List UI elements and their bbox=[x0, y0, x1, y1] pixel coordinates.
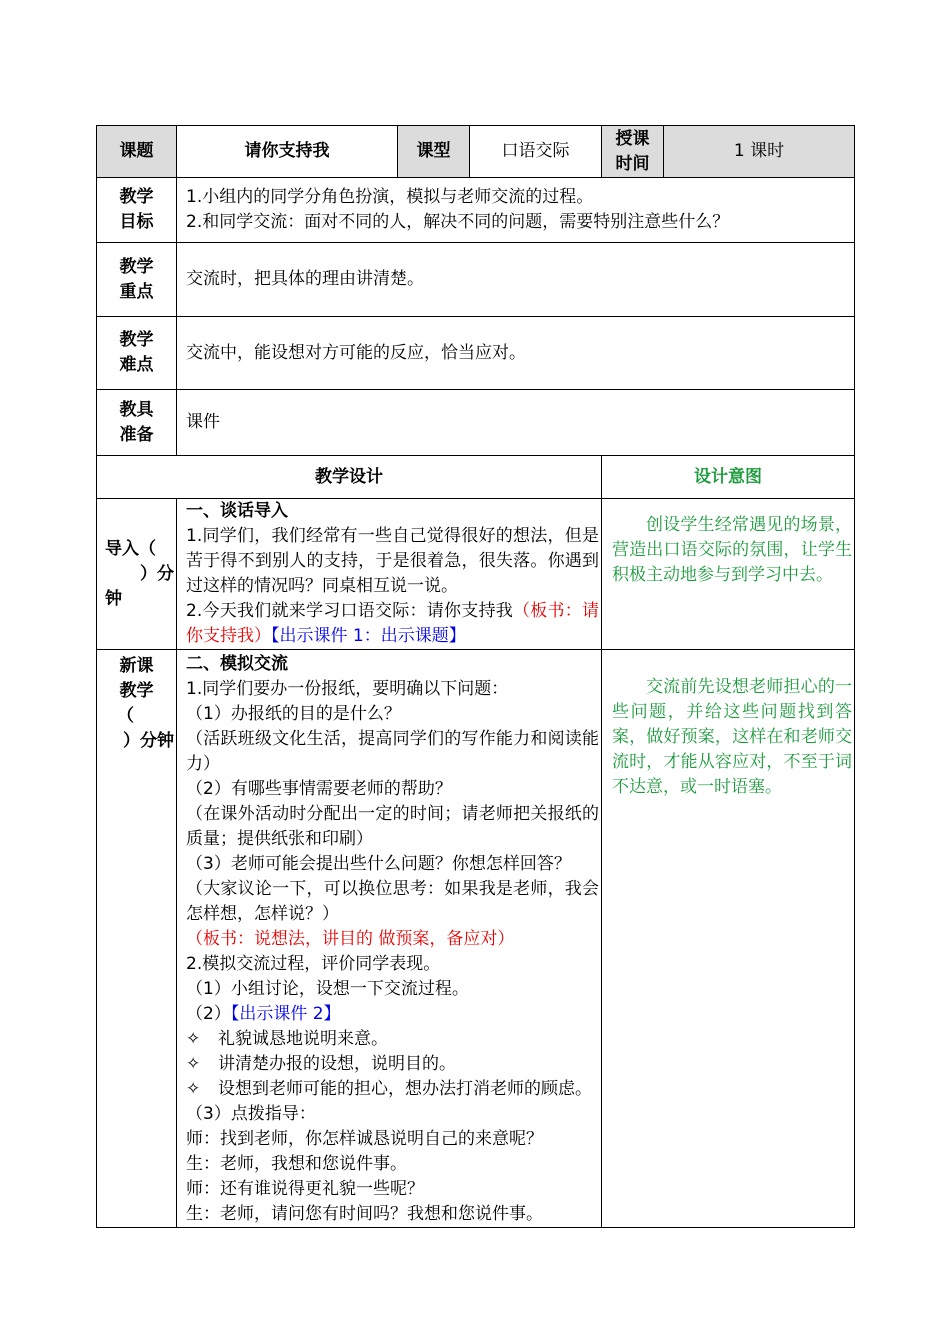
nl-dialog-2: 生：老师，我想和您说件事。 bbox=[186, 1154, 407, 1174]
star-bullet-icon: ✧ bbox=[186, 1079, 201, 1099]
nl-bullet-2 bbox=[186, 1052, 599, 1077]
nl-line-6: （3）老师可能会提出些什么问题？你想怎样回答？ bbox=[186, 854, 571, 874]
nl-line-2: （1）办报纸的目的是什么？ bbox=[186, 704, 401, 724]
intro-label-3: 钟 bbox=[105, 588, 122, 609]
nl-line-1: 1.同学们要办一份报纸，要明确以下问题： bbox=[186, 679, 509, 699]
intro-content bbox=[177, 499, 602, 650]
difficulties-content: 交流中，能设想对方可能的反应，恰当应对。 bbox=[177, 317, 855, 390]
materials-row bbox=[97, 390, 855, 456]
new-lesson-heading: 二、模拟交流 bbox=[186, 654, 288, 674]
difficulties-label bbox=[97, 317, 177, 390]
difficulties-row bbox=[97, 317, 855, 390]
new-lesson-content bbox=[177, 650, 602, 1228]
nl-line-5: （在课外活动时分配出一定的时间；请老师把关报纸的质量；提供纸张和印刷） bbox=[186, 804, 599, 849]
intro-courseware-note: 【出示课件 1：出示课题】 bbox=[271, 626, 466, 646]
topic-value: 请你支持我 bbox=[177, 126, 398, 178]
nl-dialog-1: 师：找到老师，你怎样诚恳说明自己的来意呢？ bbox=[186, 1129, 543, 1149]
nl-board-note: （板书：说想法，讲目的 做预案，备应对） bbox=[186, 929, 515, 949]
time-label bbox=[602, 126, 664, 178]
nl-line-12: （3）点拨指导： bbox=[186, 1104, 316, 1124]
header-row bbox=[97, 126, 855, 178]
time-label-line-1: 授课 bbox=[615, 128, 650, 149]
materials-content: 课件 bbox=[177, 390, 855, 456]
nl-line-11-text: （2） bbox=[186, 1004, 231, 1024]
nl-line-10: （1）小组讨论，设想一下交流过程。 bbox=[186, 979, 469, 999]
goals-content bbox=[177, 178, 855, 243]
new-lesson-label-4: ）分钟 bbox=[123, 731, 174, 751]
intro-label-1: 导入（ bbox=[105, 538, 156, 559]
intro-heading: 一、谈话导入 bbox=[186, 501, 288, 521]
intro-label bbox=[97, 499, 177, 650]
time-value: 1 课时 bbox=[664, 126, 855, 178]
intro-intent: 创设学生经常遇见的场景，营造出口语交际的氛围，让学生积极主动地参与到学习中去。 bbox=[602, 499, 855, 650]
star-bullet-icon: ✧ bbox=[186, 1029, 201, 1049]
topic-label: 课题 bbox=[97, 126, 177, 178]
difficulties-label-2: 难点 bbox=[119, 355, 154, 375]
intro-p2-text: 2.今天我们就来学习口语交际：请你支持我 bbox=[186, 601, 513, 621]
new-lesson-row bbox=[97, 650, 855, 1228]
nl-dialog-4: 生：老师，请问您有时间吗？我想和您说件事。 bbox=[186, 1204, 543, 1224]
intro-paragraph-1: 1.同学们，我们经常有一些自己觉得很好的想法，但是苦于得不到别人的支持，于是很着急，很失落。你遇到过这样的情况吗？同桌相互说一说。 bbox=[186, 526, 599, 596]
intro-row bbox=[97, 499, 855, 650]
nl-bullet-2-text: 讲清楚办报的设想，说明目的。 bbox=[218, 1054, 456, 1074]
materials-label-2: 准备 bbox=[119, 424, 154, 445]
key-points-label bbox=[97, 243, 177, 317]
key-points-row bbox=[97, 243, 855, 317]
goals-label-2: 目标 bbox=[119, 212, 154, 232]
design-header: 教学设计 bbox=[97, 456, 602, 499]
nl-line-7: （大家议论一下，可以换位思考：如果我是老师，我会怎样想，怎样说？） bbox=[186, 879, 599, 924]
intent-header: 设计意图 bbox=[602, 456, 855, 499]
materials-label-1: 教具 bbox=[119, 399, 154, 420]
intro-label-2: ）分 bbox=[140, 563, 174, 584]
nl-courseware-note: 【出示课件 2】 bbox=[230, 1004, 341, 1024]
new-lesson-intent: 交流前先设想老师担心的一些问题，并给这些问题找到答案，做好预案，这样在和老师交流时，才能从容应对，不至于词不达意，或一时语塞。 bbox=[602, 650, 855, 1228]
materials-label bbox=[97, 390, 177, 456]
type-value: 口语交际 bbox=[470, 126, 602, 178]
goals-row bbox=[97, 178, 855, 243]
new-lesson-label-3: （ bbox=[117, 706, 134, 726]
new-lesson-label bbox=[97, 650, 177, 1228]
nl-bullet-1 bbox=[186, 1027, 599, 1052]
new-lesson-label-1: 新课 bbox=[119, 656, 154, 676]
goal-line-2: 2.和同学交流：面对不同的人，解决不同的问题，需要特别注意些什么？ bbox=[186, 212, 730, 232]
nl-bullet-1-text: 礼貌诚恳地说明来意。 bbox=[218, 1029, 388, 1049]
time-label-line-2: 时间 bbox=[615, 153, 650, 174]
nl-line-11 bbox=[186, 1002, 599, 1027]
lesson-plan-table bbox=[96, 125, 855, 1228]
nl-bullet-3 bbox=[186, 1077, 599, 1102]
goals-label-1: 教学 bbox=[119, 187, 154, 207]
type-label: 课型 bbox=[398, 126, 470, 178]
difficulties-label-1: 教学 bbox=[119, 330, 154, 350]
goals-label bbox=[97, 178, 177, 243]
nl-line-3: （活跃班级文化生活，提高同学们的写作能力和阅读能力） bbox=[186, 729, 599, 774]
nl-dialog-3: 师：还有谁说得更礼貌一些呢？ bbox=[186, 1179, 424, 1199]
key-points-content: 交流时，把具体的理由讲清楚。 bbox=[177, 243, 855, 317]
key-points-label-1: 教学 bbox=[119, 256, 154, 277]
design-header-row bbox=[97, 456, 855, 499]
key-points-label-2: 重点 bbox=[119, 281, 154, 302]
goal-line-1: 1.小组内的同学分角色扮演，模拟与老师交流的过程。 bbox=[186, 187, 594, 207]
nl-line-4: （2）有哪些事情需要老师的帮助？ bbox=[186, 779, 452, 799]
new-lesson-label-2: 教学 bbox=[119, 681, 154, 701]
intro-paragraph-2 bbox=[186, 599, 599, 649]
nl-bullet-3-text: 设想到老师可能的担心，想办法打消老师的顾虑。 bbox=[218, 1079, 592, 1099]
star-bullet-icon: ✧ bbox=[186, 1054, 201, 1074]
nl-line-9: 2.模拟交流过程，评价同学表现。 bbox=[186, 954, 441, 974]
intro-board-note: （板书：请你支持我） bbox=[186, 601, 599, 646]
